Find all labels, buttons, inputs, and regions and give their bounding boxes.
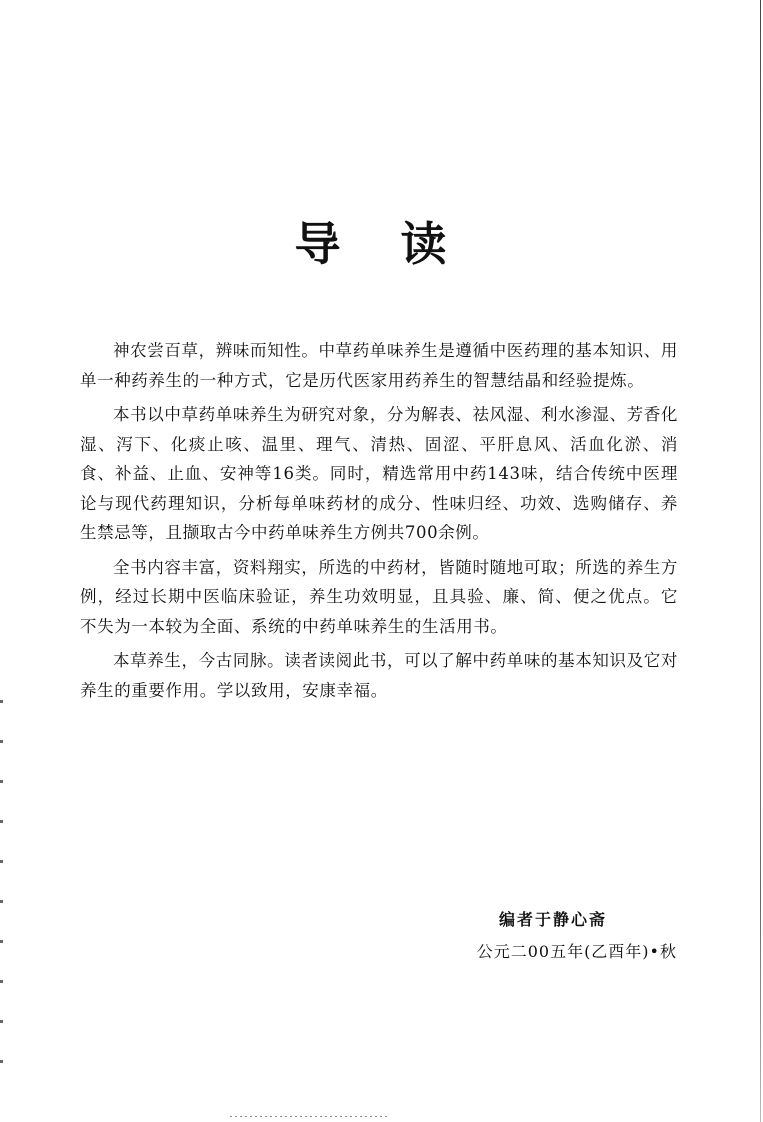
signature-block bbox=[477, 904, 677, 968]
scan-edge-right bbox=[760, 0, 761, 1122]
paragraph-4: 本草养生，今古同脉。读者读阅此书，可以了解中药单味的基本知识及它对养生的重要作用。学以致用，安康幸福。 bbox=[80, 651, 678, 700]
signature-date: 公元二00五年(乙酉年)•秋 bbox=[476, 942, 677, 961]
paragraph-2: 本书以中草药单味养生为研究对象，分为解表、祛风湿、利水渗湿、芳香化湿、泻下、化痰止咳、温里、理气、清热、固涩、平肝息风、活血化淤、消食、补益、止血、安神等16类。同时，精选常用中药143味，结合传统中医理论与现代药理知识，分析每单味药材的成分、性味归经、功效、选购储存、养生禁忌等，且撷取古今中药单味养生方例共700余例。 bbox=[80, 405, 678, 542]
page-title: 导 读 bbox=[294, 216, 469, 271]
paragraph-3: 全书内容丰富，资料翔实，所选的中药材，皆随时随地可取；所选的养生方例，经过长期中医临床验证，养生功效明显，且具验、廉、简、便之优点。它不失为一本较为全面、系统的中药单味养生的生活用书。 bbox=[80, 557, 678, 636]
scan-edge-bottom bbox=[230, 1116, 390, 1117]
body-text bbox=[80, 336, 678, 710]
signature-author: 编者于静心斋 bbox=[498, 910, 607, 929]
scan-edge-left bbox=[0, 700, 3, 1100]
paragraph-1: 神农尝百草，辨味而知性。中草药单味养生是遵循中医药理的基本知识、用单一种药养生的一种方式，它是历代医家用药养生的智慧结晶和经验提炼。 bbox=[80, 341, 678, 390]
